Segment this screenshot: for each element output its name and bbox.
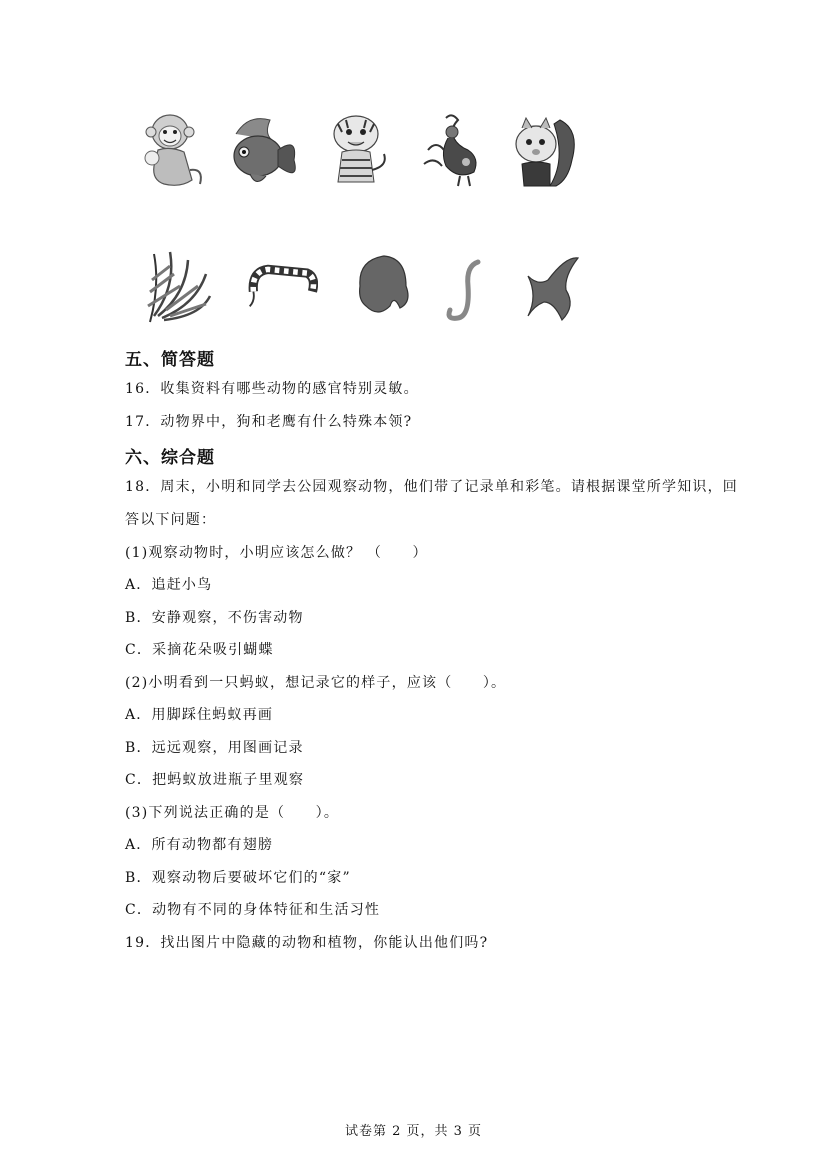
sub-3-option-c: C．动物有不同的身体特征和生活习性: [125, 902, 381, 918]
sub-3-option-a: A．所有动物都有翅膀: [125, 837, 274, 853]
page-footer: 试卷第 2 页，共 3 页: [344, 1124, 483, 1139]
sub-1-stem: (1)观察动物时，小明应该怎么做？: [125, 545, 362, 561]
striped-tail-image: [246, 246, 318, 326]
question-18-sub-3: (3)下列说法正确的是（ ）。: [125, 805, 340, 821]
sub-2-option-b: B．远远观察，用图画记录: [125, 740, 304, 756]
question-18-line-1: 18．周末，小明和同学去公园观察动物，他们带了记录单和彩笔。请根据课堂所学知识，回: [125, 479, 739, 495]
peacock-image: [418, 110, 490, 190]
sub-1-option-a: A．追赶小鸟: [125, 577, 213, 593]
sub-1-option-c: C．采摘花朵吸引蝴蝶: [125, 642, 274, 658]
sub-2-option-c: C．把蚂蚁放进瓶子里观察: [125, 772, 305, 788]
section-6-title: 六、综合题: [125, 448, 215, 468]
bushy-tail-image: [350, 246, 422, 326]
tiger-image: [322, 110, 394, 190]
squirrel-image: [510, 110, 582, 190]
question-16: 16．收集资料有哪些动物的感官特别灵敏。: [125, 381, 419, 397]
question-18-line-2: 答以下问题：: [125, 512, 217, 528]
fish-tail-image: [518, 246, 590, 326]
sub-3-option-b: B．观察动物后要破坏它们的“家”: [125, 870, 351, 886]
thin-tail-image: [436, 246, 508, 326]
question-17: 17．动物界中，狗和老鹰有什么特殊本领?: [125, 414, 413, 430]
feather-tail-image: [140, 246, 212, 326]
animal-tail-figure: [140, 110, 585, 330]
question-19: 19．找出图片中隐藏的动物和植物，你能认出他们吗?: [125, 935, 489, 951]
sub-1-answer-blank: （ ）: [366, 545, 428, 561]
question-18-sub-1: [125, 542, 428, 562]
section-5-title: 五、简答题: [125, 350, 215, 370]
monkey-image: [140, 110, 212, 190]
goldfish-image: [228, 110, 300, 190]
sub-2-option-a: A．用脚踩住蚂蚁再画: [125, 707, 274, 723]
question-18-sub-2: (2)小明看到一只蚂蚁，想记录它的样子，应该（ ）。: [125, 675, 507, 691]
sub-1-option-b: B．安静观察，不伤害动物: [125, 610, 304, 626]
